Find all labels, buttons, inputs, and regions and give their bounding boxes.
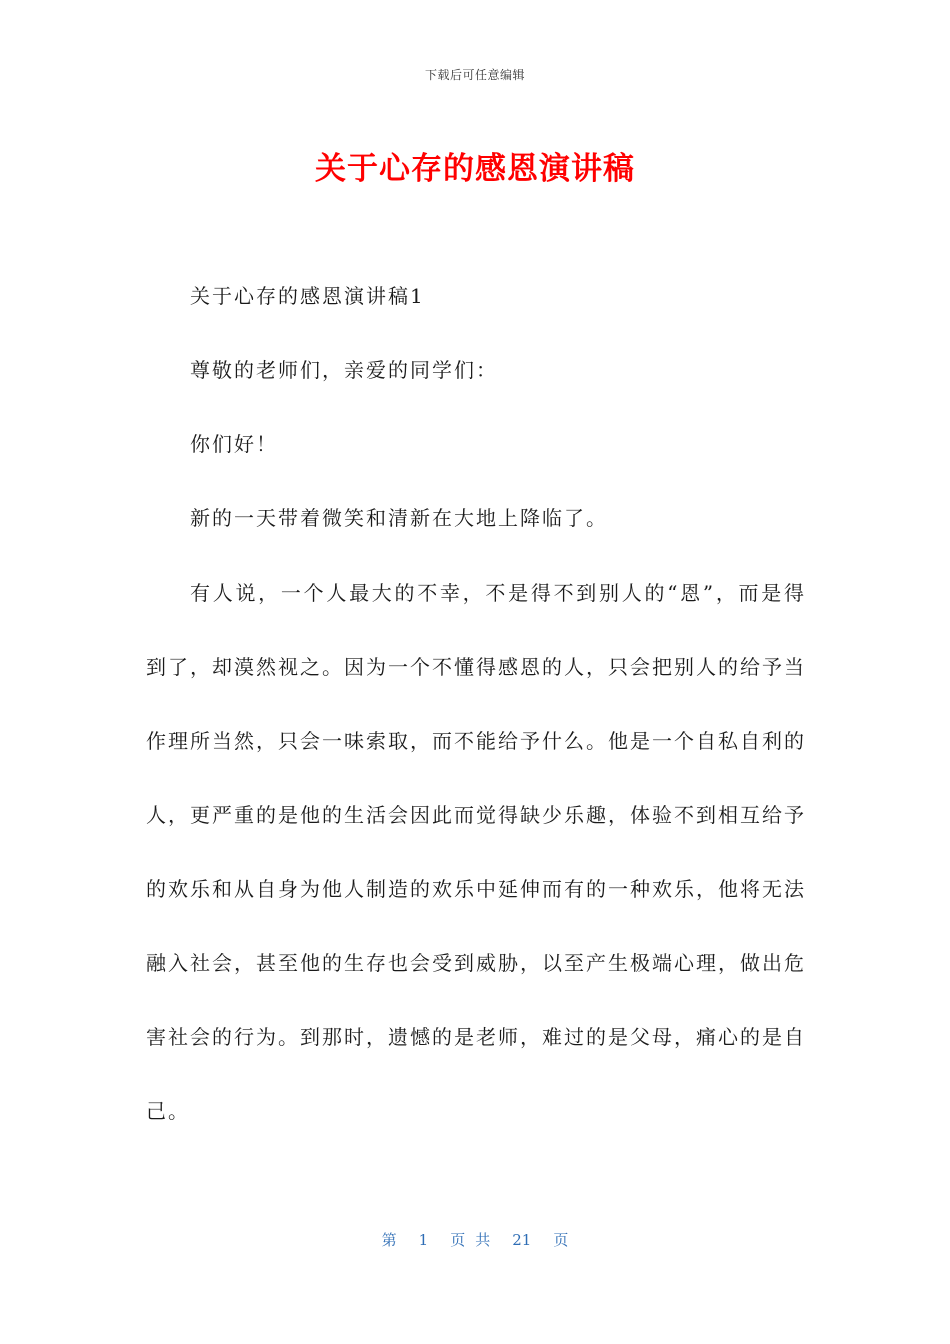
document-title: 关于心存的感恩演讲稿 xyxy=(315,151,635,187)
paragraph-salutation: 尊敬的老师们，亲爱的同学们： xyxy=(190,358,498,382)
paragraph-greeting: 你们好！ xyxy=(190,432,278,456)
paragraph-main: 有人说，一个人最大的不幸，不是得不到别人的“恩”，而是得到了，却漠然视之。因为一个不懂得感恩的人，只会把别人的给予当作理所当然，只会一味索取，而不能给予什么。他是一个自私自利的人，更严重的是他的生活会因此而觉得缺少乐趣，体验不到相互给予的欢乐和从自身为他人制造的欢乐中延伸而有的一种欢乐，他将无法融入社会，甚至他的生存也会受到威胁，以至产生极端心理，做出危害社会的行为。到那时，遗憾的是老师，难过的是父母，痛心的是自己。 xyxy=(146,581,806,1123)
footer-page-number: 1 xyxy=(418,1231,429,1249)
footer-total-word: 页 xyxy=(553,1231,569,1249)
footer-total-pages: 21 xyxy=(512,1231,532,1249)
footer-total-label: 共 xyxy=(475,1231,491,1249)
document-body xyxy=(146,278,806,1166)
paragraph-opening: 新的一天带着微笑和清新在大地上降临了。 xyxy=(190,506,608,530)
footer-page-word: 页 xyxy=(450,1231,466,1249)
page-footer xyxy=(0,1229,950,1250)
footer-page-label: 第 xyxy=(381,1231,397,1249)
paragraph-heading: 关于心存的感恩演讲稿1 xyxy=(190,284,425,308)
header-note: 下载后可任意编辑 xyxy=(424,68,525,82)
